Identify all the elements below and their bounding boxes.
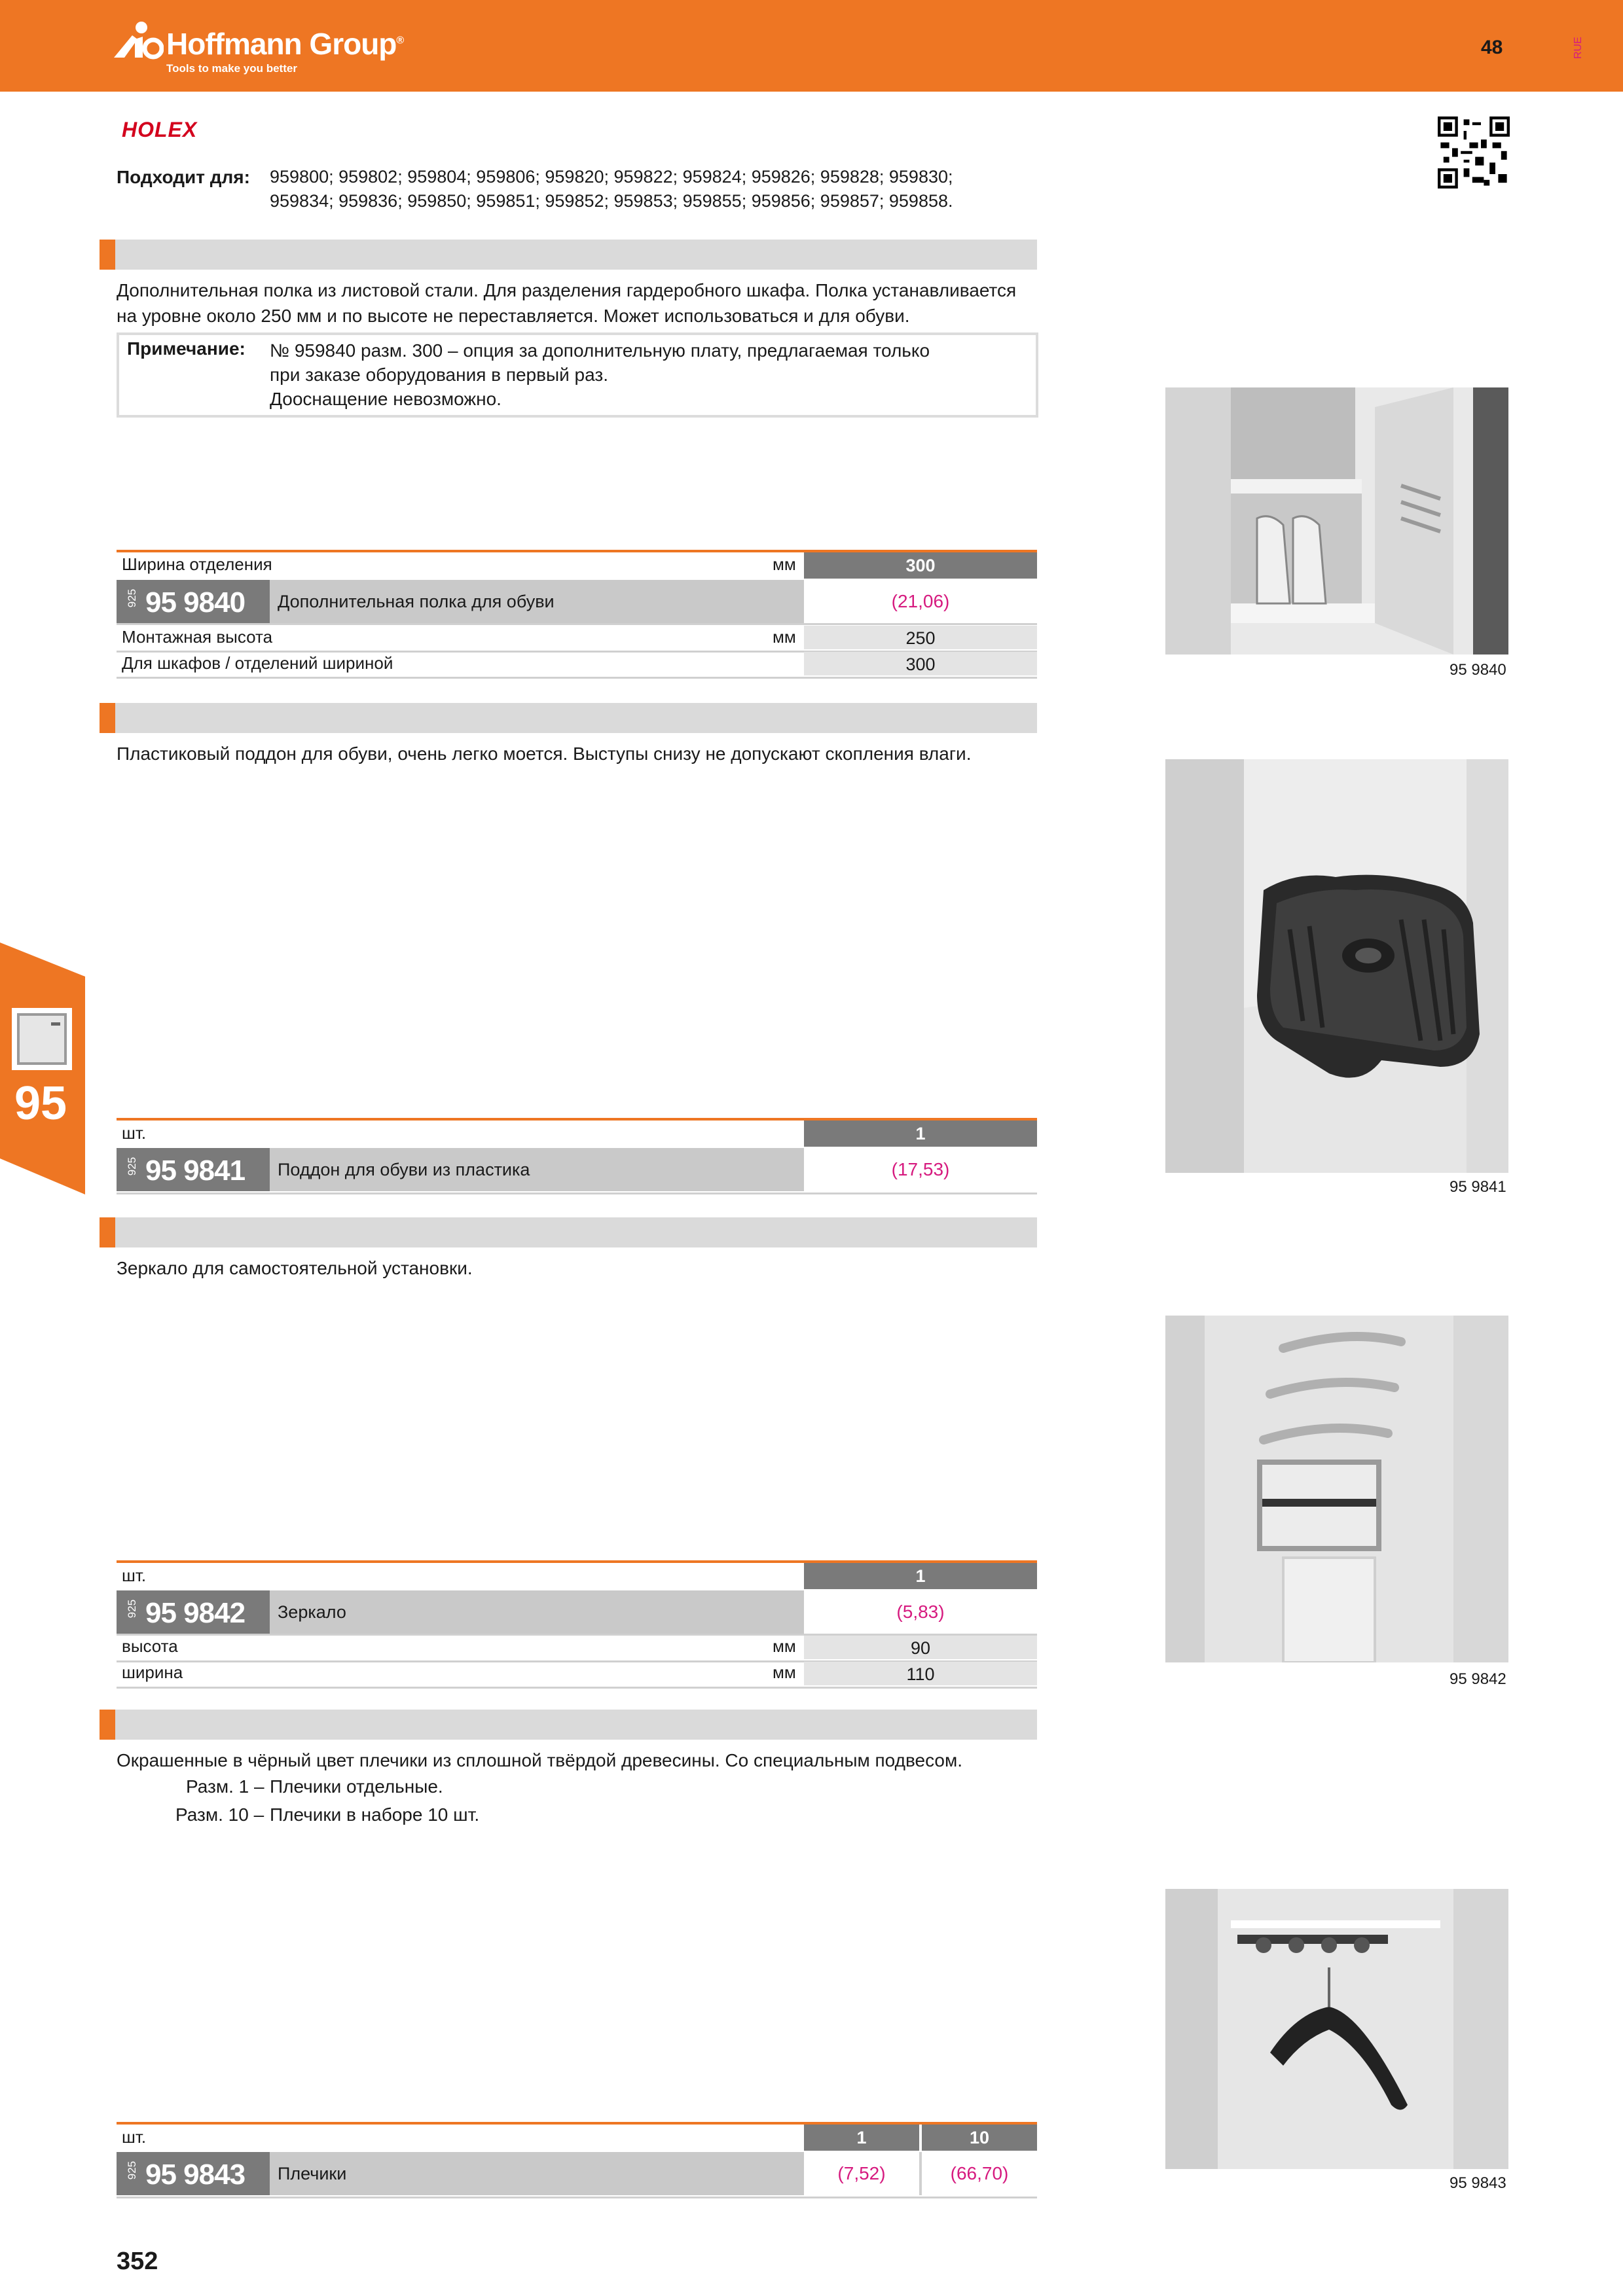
spec-value: 90 — [804, 1636, 1037, 1659]
note-text: № 959840 разм. 300 – опция за дополнительную плату, предлагаемая только при заказе оборудования в первый раз. Дооснащение невозможно. — [270, 340, 930, 409]
price-size-1: (7,52) — [804, 2152, 919, 2195]
article-number[interactable]: 925 95 9843 — [117, 2152, 270, 2195]
section-bar — [100, 1710, 1037, 1740]
price-size-10: (66,70) — [922, 2152, 1037, 2195]
divider — [117, 2197, 1037, 2198]
article-number[interactable]: 925 95 9842 — [117, 1590, 270, 1634]
hoffmann-logo-icon — [113, 20, 164, 60]
section-description: Пластиковый поддон для обуви, очень легко моется. Выступы снизу не допускают скопления влаги. — [117, 744, 972, 764]
spec-label: высота — [122, 1636, 178, 1656]
article-name: Поддон для обуви из пластика — [270, 1148, 804, 1191]
page-number: 352 — [117, 2248, 158, 2275]
size-10-text: Плечики в наборе 10 шт. — [270, 1804, 480, 1825]
spec-label: Для шкафов / отделений шириной — [122, 653, 393, 673]
photo-caption: 95 9841 — [1450, 1178, 1506, 1196]
article-number[interactable]: 925 95 9840 — [117, 580, 270, 623]
divider — [117, 623, 1037, 625]
photo-caption: 95 9840 — [1450, 661, 1506, 679]
price: (5,83) — [804, 1590, 1037, 1634]
price: (21,06) — [804, 580, 1037, 623]
chapter-tab — [0, 942, 85, 1194]
section-description: на уровне около 250 мм и по высоте не переставляется. Может использоваться и для обуви. — [117, 306, 910, 326]
section-description: Зеркало для самостоятельной установки. — [117, 1258, 473, 1278]
header-value-size-10: 10 — [922, 2125, 1037, 2151]
header-value: 1 — [804, 1121, 1037, 1147]
language-code: RUE — [1573, 37, 1584, 59]
note-label: Примечание: — [127, 338, 246, 359]
divider — [117, 1687, 1037, 1689]
header-label: шт. — [122, 1566, 147, 1585]
size-10-label: Разм. 10 – — [175, 1804, 264, 1825]
header-label: шт. — [122, 1123, 147, 1143]
chapter-number: 95 — [14, 1077, 67, 1130]
product-photo-mirror — [1165, 1316, 1508, 1662]
spec-label: Монтажная высота — [122, 627, 273, 647]
divider — [117, 1193, 1037, 1194]
section-description: Дополнительная полка из листовой стали. Для разделения гардеробного шкафа. Полка устанавливается — [117, 280, 1017, 300]
spec-unit: мм — [773, 627, 796, 647]
size-1-label: Разм. 1 – — [186, 1776, 264, 1797]
spec-label: ширина — [122, 1662, 183, 1682]
photo-caption: 95 9842 — [1450, 1670, 1506, 1688]
product-photo-hanger — [1165, 1889, 1508, 2169]
article-name: Зеркало — [270, 1590, 804, 1634]
header-unit: мм — [773, 554, 796, 574]
product-photo-shoe-tray — [1165, 759, 1508, 1173]
section-bar — [100, 1217, 1037, 1247]
price: (17,53) — [804, 1148, 1037, 1191]
section-bar — [100, 240, 1037, 270]
header-value: 1 — [804, 1563, 1037, 1589]
article-name: Дополнительная полка для обуви — [270, 580, 804, 623]
header-label: шт. — [122, 2127, 147, 2147]
header-label: Ширина отделения — [122, 554, 272, 574]
header-value: 300 — [804, 552, 1037, 579]
photo-caption: 95 9843 — [1450, 2174, 1506, 2192]
header-value-size-1: 1 — [804, 2125, 919, 2151]
divider — [117, 677, 1037, 679]
spec-value: 110 — [804, 1662, 1037, 1685]
article-number[interactable]: 925 95 9841 — [117, 1148, 270, 1191]
brand-name: Hoffmann Group® — [166, 27, 404, 61]
fits-list-line1: 959800; 959802; 959804; 959806; 959820; 959822; 959824; 959826; 959828; 959830; — [270, 167, 953, 187]
qr-code-icon[interactable] — [1438, 117, 1510, 188]
size-1-text: Плечики отдельные. — [270, 1776, 443, 1797]
spec-value: 250 — [804, 626, 1037, 649]
spec-unit: мм — [773, 1636, 796, 1656]
holex-logo: HOLEX — [122, 118, 198, 141]
spec-unit: мм — [773, 1662, 796, 1682]
spec-value: 300 — [804, 652, 1037, 675]
section-bar — [100, 703, 1037, 733]
fits-list-line2: 959834; 959836; 959850; 959851; 959852; 959853; 959855; 959856; 959857; 959858. — [270, 191, 953, 211]
product-photo-shoe-shelf — [1165, 387, 1508, 655]
brand-tagline: Tools to make you better — [166, 62, 297, 75]
page-number-top: 48 — [1481, 37, 1503, 58]
section-description: Окрашенные в чёрный цвет плечики из сплошной твёрдой древесины. Со специальным подвесом. — [117, 1750, 962, 1770]
fits-label: Подходит для: — [117, 167, 250, 187]
article-name: Плечики — [270, 2152, 804, 2195]
